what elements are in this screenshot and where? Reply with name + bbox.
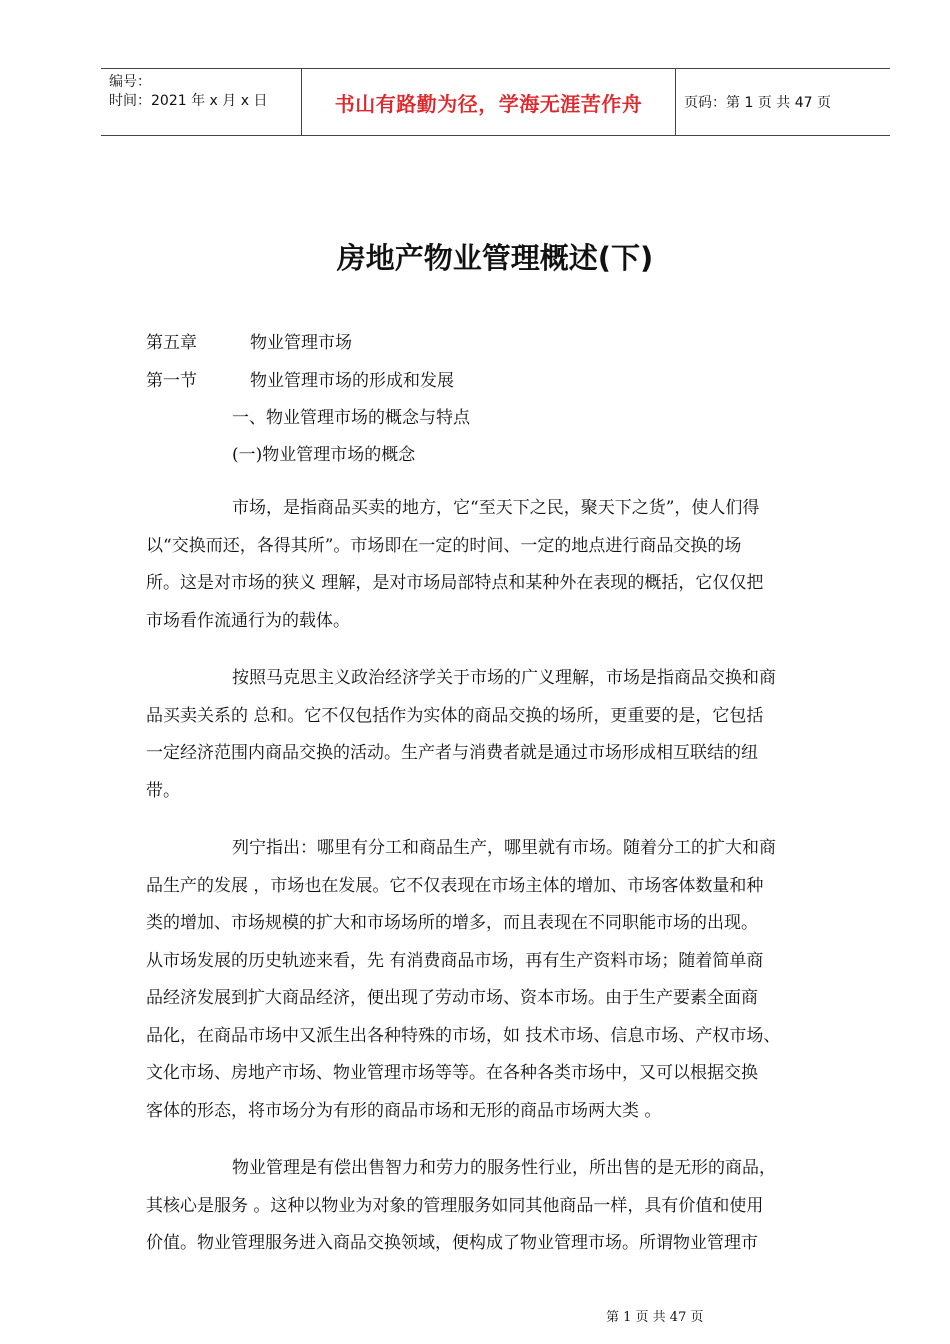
section-number: 第一节 [146, 371, 197, 391]
paragraph-line: 列宁指出：哪里有分工和商品生产，哪里就有市场。随着分工的扩大和商 [232, 838, 776, 858]
number-label: 编号： [109, 74, 151, 90]
subsubsection-heading: (一)物业管理市场的概念 [232, 445, 416, 465]
paragraph-line: 按照马克思主义政治经济学关于市场的广义理解，市场是指商品交换和商 [232, 668, 776, 688]
chapter-title: 物业管理市场 [250, 333, 352, 353]
page-footer: 第 1 页 共 47 页 [606, 1310, 704, 1325]
header-motto-cell [301, 69, 676, 135]
document-title: 房地产物业管理概述(下) [336, 241, 654, 275]
paragraph-line: 从市场发展的历史轨迹来看，先 有消费商品市场，再有生产资料市场；随着简单商 [146, 950, 764, 971]
chapter-number: 第五章 [146, 333, 197, 353]
section-title: 物业管理市场的形成和发展 [250, 371, 454, 391]
paragraph-line: 以“交换而还，各得其所”。市场即在一定的时间、一定的地点进行商品交换的场 [146, 535, 742, 556]
paragraph-line: 类的增加、市场规模的扩大和市场场所的增多，而且表现在不同职能市场的出现。 [146, 913, 758, 933]
paragraph-line: 所。这是对市场的狭义 理解，是对市场局部特点和某种外在表现的概括，它仅仅把 [146, 573, 764, 593]
motto-text: 书山有路勤为径，学海无涯苦作舟 [334, 91, 643, 116]
document-header [101, 68, 890, 136]
paragraph-line: 市场，是指商品买卖的地方，它“至天下之民，聚天下之货”，使人们得 [232, 498, 760, 518]
header-meta [101, 69, 301, 135]
paragraph-line: 一定经济范围内商品交换的活动。生产者与消费者就是通过市场形成相互联结的纽 [146, 743, 758, 763]
paragraph-line: 带。 [146, 780, 180, 801]
paragraph-line: 品经济发展到扩大商品经济，便出现了劳动市场、资本市场。由于生产要素全面商 [146, 988, 758, 1008]
time-label: 时间：2021 年 x 月 x 日 [109, 93, 268, 109]
paragraph-line: 品化，在商品市场中又派生出各种特殊的市场，如 技术市场、信息市场、产权市场、 [146, 1025, 781, 1046]
paragraph [146, 490, 846, 640]
header-page-cell [676, 69, 890, 135]
paragraph-line: 文化市场、房地产市场、物业管理市场等等。在各种各类市场中，又可以根据交换 [146, 1063, 758, 1083]
paragraph-line: 品生产的发展 ，市场也在发展。它不仅表现在市场主体的增加、市场客体数量和种 [146, 875, 764, 896]
paragraph [146, 1150, 846, 1263]
paragraph-line: 品买卖关系的 总和。它不仅包括作为实体的商品交换的场所，更重要的是，它包括 [146, 705, 764, 726]
paragraph-line: 客体的形态，将市场分为有形的商品市场和无形的商品市场两大类 。 [146, 1100, 662, 1121]
paragraph-line: 市场看作流通行为的载体。 [146, 610, 350, 631]
paragraph [146, 830, 846, 1130]
paragraph-line: 价值。物业管理服务进入商品交换领域，便构成了物业管理市场。所谓物业管理市 [146, 1233, 758, 1253]
page-info: 页码：第 1 页 共 47 页 [684, 95, 831, 111]
paragraph [146, 660, 846, 810]
paragraph-line: 其核心是服务 。这种以物业为对象的管理服务如同其他商品一样，具有价值和使用 [146, 1195, 764, 1216]
paragraph-line: 物业管理是有偿出售智力和劳力的服务性行业，所出售的是无形的商品， [232, 1158, 776, 1178]
subsection-heading: 一、物业管理市场的概念与特点 [232, 408, 470, 428]
